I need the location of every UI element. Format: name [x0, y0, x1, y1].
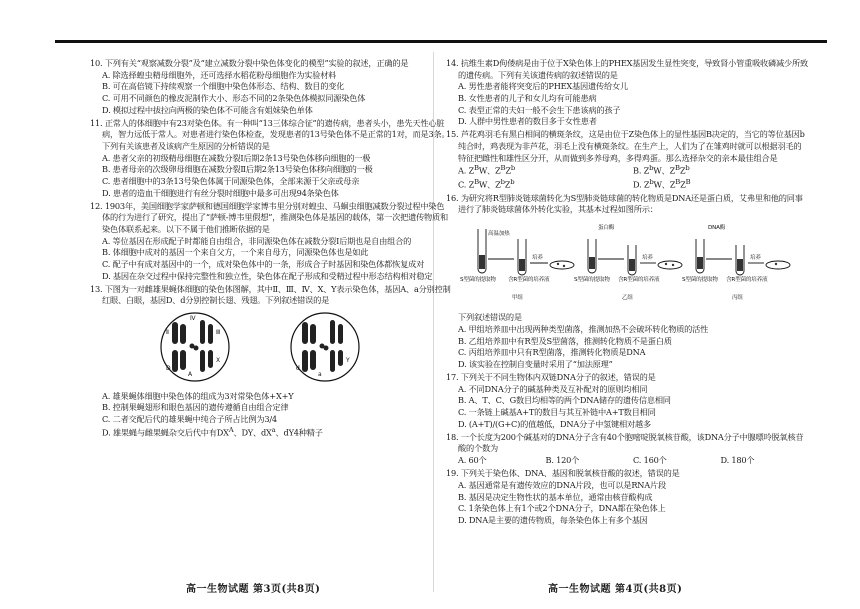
option-a: A. 雄果蝇体细胞中染色体的组成为3对常染色体+X+Y: [102, 390, 294, 401]
option-a: A. 等位基因在形成配子时都能自由组合，非同源染色体在减数分裂Ⅰ后期也是自由组合的: [102, 235, 412, 246]
option-c: C. 患者细胞中的3条13号染色体属于同源染色体，全部来源于父亲或母亲: [102, 175, 360, 186]
option-d: D. 人群中男性患者的数目多于女性患者: [458, 116, 597, 127]
option-b: B. 体细胞中成对的基因一个来自父方，一个来自母方，同源染色体也是如此: [102, 247, 369, 258]
left-column: [90, 58, 452, 440]
heat-label: 高温加热: [488, 230, 510, 237]
option-d: D. (A+T)/(G+C)的值越低，DNA分子中氢键相对越多: [458, 418, 651, 429]
question-19: [446, 468, 808, 526]
option-b: B. 女性患者的儿子和女儿均有可能患病: [458, 92, 597, 103]
question-stem: 11. 正常人的体细胞中有23对染色体。有一种叫“13三体综合征”的遗传病，患者头小，患先天性心脏病，智力远低于常人。对患者进行染色体检查，发现患者的13号染色体不是正常的1对，而是3条。下列有关该患者及该病产生原因的分析错误的是: [90, 117, 450, 151]
option-c: C. 表型正常的夫妇一般不会生下患该病的孩子: [458, 104, 621, 115]
question-stem: 19. 下列关于染色体、DNA、基因和脱氧核苷酸的叙述，错误的是: [446, 468, 680, 479]
option-c: C. 配子中有成对基因中的一个，成对染色体中的一条，形成合子时基因和染色体都恢复成对: [102, 258, 425, 269]
question-stem: 15. 芦花鸡羽毛有黑白相间的横斑条纹，这是由位于Z染色体上的显性基因B决定的，当它的等位基因b纯合时，鸡表现为非芦花，羽毛上没有横斑条纹。在生产上，人们为了在雏鸡时就可以根据羽毛的特征把雌性和雄性区分开，从而做到多养母鸡，多得鸡蛋。那么选择杂交的亲本最佳组合是: [446, 129, 805, 163]
option-c: C. 160个: [633, 455, 667, 466]
label-y: Y: [346, 356, 350, 364]
question-12: [90, 201, 452, 282]
question-17: [446, 372, 808, 430]
option-a: A. 不同DNA分子的碱基种类及互补配对的原则均相同: [458, 383, 648, 394]
question-lead: 下列叙述错误的是: [458, 312, 522, 323]
option-a: A. 除选择蝗虫精母细胞外，还可选择水稻花粉母细胞作为实验材料: [102, 69, 337, 80]
option-d: D. 180个: [720, 455, 755, 466]
question-stem: 13. 下图为一对雌雄果蝇体细胞的染色体图解，其中Ⅱ、Ⅲ、Ⅳ、X、Y表示染色体，基因A、a分别控制红眼、白眼，基因D、d分别控制长翅、残翅。下列叙述错误的是: [90, 283, 451, 306]
label-d-lower: d: [296, 364, 300, 372]
chromosome-diagram: [150, 310, 390, 384]
right-column: [446, 58, 808, 528]
s-extract-label: S型菌的提取物: [460, 276, 496, 283]
label-iii: Ⅲ: [216, 328, 220, 336]
question-stem: 18. 一个长度为200个碱基对的DNA分子含有40个胞嘧啶脱氧核苷酸，该DNA分子中腺嘌呤脱氧核苷酸的个数为: [446, 431, 804, 454]
option-b: B. 可在高倍镜下持续观察一个细胞中染色体形态、结构、数目的变化: [102, 81, 345, 92]
fruit-fly-chromosome-figure: [150, 310, 452, 388]
option-c: C. 1条染色体上有1个或2个DNA分子，DNA都在染色体上: [458, 503, 666, 514]
question-10: [90, 58, 452, 116]
question-stem: 12. 1903年，美国细胞学家萨顿和德国细胞学家博韦里分别对蝗虫、马蛔虫细胞减数分裂过程中染色体的行为进行了研究，提出了“萨顿-博韦里假想”，推测染色体是基因的载体，第一次把遗传物质和染色体联系起来。以下不属于他们推断依据的是: [90, 200, 449, 234]
question-18: [446, 432, 808, 467]
options-row: [446, 455, 808, 467]
label-iv: Ⅳ: [190, 314, 196, 322]
group-a-label: 甲组: [512, 294, 523, 301]
s-extract-label: S型菌的提取物: [682, 276, 718, 283]
question-stem: 17. 下列关于不同生物体内双链DNA分子的叙述，错误的是: [446, 372, 656, 383]
group-c-label: 丙组: [732, 294, 743, 301]
s-extract-label: S型菌的提取物: [574, 276, 610, 283]
option-b: B. 120个: [545, 455, 580, 466]
experiment-diagram: [456, 219, 796, 307]
label-ii: Ⅱ: [166, 328, 169, 336]
question-11: [90, 118, 452, 199]
r-culture-label: 含R型菌的培养液: [618, 276, 660, 283]
option-c: C. $Z^BW$、$Z^bZ^b$: [458, 177, 515, 190]
option-b: B. 基因是决定生物性状的基本单位，通常由核苷酸构成: [458, 491, 653, 502]
top-rule: [55, 40, 827, 43]
question-15: [446, 129, 808, 191]
label-x: X: [216, 356, 220, 364]
label-a-lower: a: [318, 370, 322, 378]
option-d: D. DNA是主要的遗传物质，每条染色体上有多个基因: [458, 514, 648, 525]
culture-label: 培养: [532, 254, 543, 261]
option-c: C. 一条链上碱基A+T的数目与其互补链中A+T数目相同: [458, 407, 656, 418]
transformation-experiment-figure: [456, 219, 808, 311]
option-b: B. A、T、C、G数目均相等的两个DNA储存的遗传信息相同: [458, 395, 671, 406]
option-a: A. 基因通常是有遗传效应的DNA片段，也可以是RNA片段: [458, 479, 666, 490]
option-b: B. $Z^bW$、$Z^BZ^b$: [633, 164, 690, 176]
r-culture-label: 含R型菌的培养液: [508, 276, 550, 283]
r-culture-label: 含R型菌的培养液: [726, 276, 768, 283]
question-stem: 16. 为研究将R型肺炎链球菌转化为S型肺炎链球菌的转化物质是DNA还是蛋白质，艾弗里和他的同事进行了肺炎链球菌体外转化实验，其基本过程如图所示：: [446, 192, 803, 215]
option-b: B. 控制果蝇翅形和眼色基因的遗传遵循自由组合定律: [102, 402, 289, 413]
options-grid: [446, 164, 808, 191]
option-a: A. 60个: [458, 455, 487, 466]
option-a: A. 甲组培养皿中出现两种类型菌落，推测加热不会破坏转化物质的活性: [458, 324, 709, 335]
question-13: [90, 284, 452, 439]
option-b: B. 乙组培养皿中有R型及S型菌落，推测转化物质不是蛋白质: [458, 335, 672, 346]
option-c: C. 可用不同颜色的橡皮泥制作大小、形态不同的2条染色体模拟同源染色体: [102, 92, 366, 103]
option-c: C. 丙组培养皿中只有R型菌落，推测转化物质是DNA: [458, 347, 646, 358]
group-b-label: 乙组: [622, 294, 633, 301]
question-16: [446, 193, 808, 371]
option-d: D. 模拟过程中拔拉向两极的染色体不可能含有姐妹染色单体: [102, 104, 313, 115]
option-a: A. 男性患者能将突变后的PHEX基因遗传给女儿: [458, 81, 628, 92]
protease-label: 蛋白酶: [598, 224, 615, 231]
option-c: C. 二者交配后代的雄果蝇中纯合子所占比例为3/4: [102, 413, 277, 424]
option-d: D. 该实验在控制自变量时采用了“加法原理”: [458, 359, 613, 369]
question-stem: 14. 抗维生素D佝偻病是由于位于X染色体上的PHEX基因发生显性突变，导致肾小管重吸收磷减少所致的遗传病。下列有关该遗传病的叙述错误的是: [446, 58, 808, 80]
label-a-upper: A: [188, 370, 192, 378]
option-d: D. $Z^bW$、$Z^BZ^B$: [633, 177, 691, 190]
option-b: B. 患者母亲的次级卵母细胞在减数分裂Ⅱ后期2条13号染色体移向细胞的一极: [102, 164, 373, 175]
culture-label: 培养: [750, 254, 761, 261]
question-14: [446, 58, 808, 128]
option-a: A. $Z^BW$、$Z^BZ^b$: [458, 164, 516, 176]
culture-label: 培养: [642, 254, 653, 261]
option-d: D. 雄果蝇与雌果蝇杂交后代中有$DX^A$、DY、$dX^a$、dY4种精子: [102, 425, 323, 438]
dnase-label: DNA酶: [708, 224, 726, 231]
question-stem: 10. 下列有关“观察减数分裂”及“建立减数分裂中染色体变化的模型”实验的叙述，正确的是: [90, 58, 409, 68]
option-d: D. 基因在杂交过程中保持完整性和独立性，染色体在配子形成和受精过程中形态结构相对稳定: [102, 270, 433, 281]
page-footer-left: 高一生物试题 第3页(共8页): [186, 584, 321, 595]
option-d: D. 患者的造血干细胞进行有丝分裂时细胞中最多可出现94条染色体: [102, 187, 339, 198]
label-d-upper: D: [166, 364, 171, 372]
page-footer-right: 高一生物试题 第4页(共8页): [548, 584, 683, 595]
option-a: A. 患者父亲的初级精母细胞在减数分裂Ⅰ后期2条13号染色体移向细胞的一极: [102, 152, 371, 163]
